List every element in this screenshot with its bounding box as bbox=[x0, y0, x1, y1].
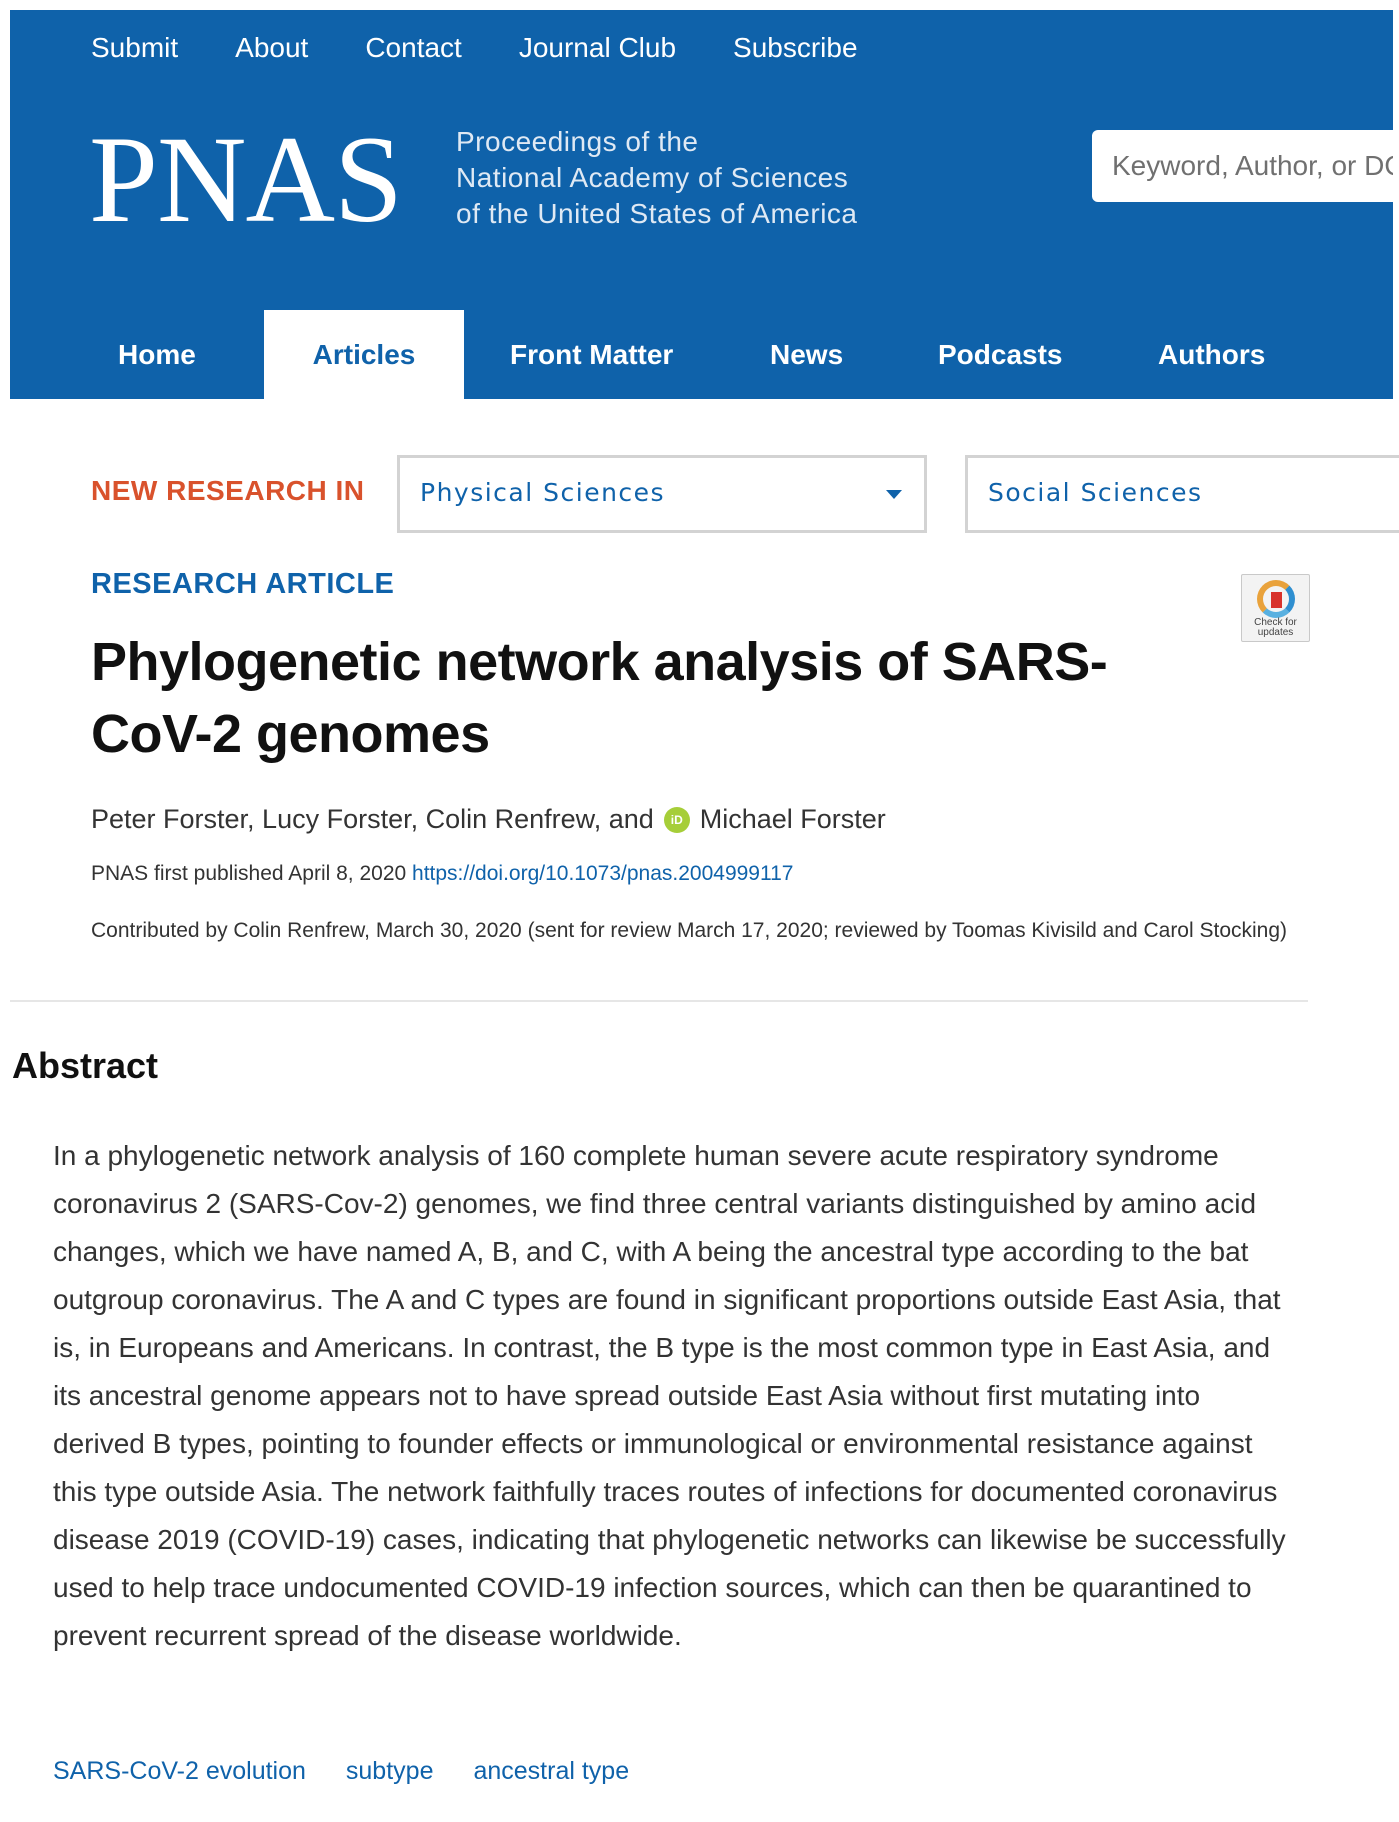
keyword-list bbox=[53, 1757, 629, 1786]
orcid-icon[interactable]: iD bbox=[664, 807, 690, 833]
top-nav-about[interactable]: About bbox=[235, 32, 309, 63]
top-nav-journal-club[interactable]: Journal Club bbox=[518, 32, 677, 63]
new-research-label: NEW RESEARCH IN bbox=[91, 475, 365, 506]
top-nav-submit[interactable]: Submit bbox=[91, 32, 179, 63]
divider bbox=[10, 1000, 1308, 1002]
pnas-logo[interactable]: PNAS bbox=[89, 111, 403, 248]
check-for-updates-text: Check for updates bbox=[1254, 617, 1297, 638]
article-title: Phylogenetic network analysis of SARS-CoV-2 genomes bbox=[91, 632, 1108, 764]
tagline-line-2: National Academy of Sciences bbox=[456, 162, 849, 193]
tab-podcasts[interactable]: Podcasts bbox=[938, 339, 1063, 370]
author-list bbox=[91, 804, 886, 835]
physical-sciences-select[interactable] bbox=[397, 455, 927, 533]
top-nav-contact[interactable]: Contact bbox=[365, 32, 462, 63]
keyword-link[interactable]: SARS-CoV-2 evolution bbox=[53, 1757, 306, 1785]
publication-info bbox=[91, 862, 793, 886]
abstract-heading: Abstract bbox=[12, 1045, 159, 1086]
social-sciences-select[interactable] bbox=[965, 455, 1399, 533]
tab-news[interactable]: News bbox=[770, 339, 844, 370]
tab-home[interactable]: Home bbox=[118, 339, 196, 370]
authors-text: Peter Forster, Lucy Forster, Colin Renfrew, and bbox=[91, 804, 654, 834]
keyword-link[interactable]: ancestral type bbox=[473, 1757, 630, 1785]
journal-tagline bbox=[456, 124, 857, 232]
tagline-line-1: Proceedings of the bbox=[456, 126, 699, 157]
tab-authors[interactable]: Authors bbox=[1158, 339, 1266, 370]
abstract-text: In a phylogenetic network analysis of 160 complete human severe acute respiratory syndrome coronavirus 2 (SARS-Cov-2) genomes, we find three central variants distinguished by amino acid changes, which we have named A, B, and C, with A being the ancestral type according to the bat outgroup coronavirus. The A and C types are found in significant proportions outside East Asia, that is, in Europeans and Americans. In contrast, the B type is the most common type in East Asia, and its ancestral genome appears not to have spread outside East Asia without first mutating into derived B types, pointing to founder effects or immunological or environmental resistance against this type outside Asia. The network faithfully traces routes of infections for documented coronavirus disease 2019 (COVID-19) cases, indicating that phylogenetic networks can likewise be successfully used to help trace undocumented COVID-19 infection sources, which can then be quarantined to prevent recurrent spread of the disease worldwide. bbox=[53, 1140, 1286, 1651]
search-input[interactable] bbox=[1092, 130, 1393, 202]
doi-link[interactable]: https://doi.org/10.1073/pnas.2004999117 bbox=[412, 862, 794, 885]
tagline-line-3: of the United States of America bbox=[456, 198, 858, 229]
social-sciences-value: Social Sciences bbox=[988, 478, 1203, 507]
new-research-row bbox=[0, 455, 1399, 535]
contribution-note: Contributed by Colin Renfrew, March 30, 2020 (sent for review March 17, 2020; reviewed by Toomas Kivisild and Carol Stocking) bbox=[91, 919, 1288, 942]
search-box bbox=[1092, 130, 1393, 202]
keyword-link[interactable]: subtype bbox=[345, 1757, 434, 1785]
physical-sciences-value: Physical Sciences bbox=[420, 478, 666, 507]
tab-front-matter[interactable]: Front Matter bbox=[510, 339, 674, 370]
top-nav-subscribe[interactable]: Subscribe bbox=[733, 32, 858, 63]
article-type: RESEARCH ARTICLE bbox=[91, 568, 395, 600]
tab-articles[interactable]: Articles bbox=[264, 310, 464, 399]
published-date: PNAS first published April 8, 2020 bbox=[91, 862, 407, 885]
main-nav bbox=[10, 310, 1393, 399]
check-for-updates-badge[interactable] bbox=[1241, 574, 1310, 642]
top-nav bbox=[91, 32, 858, 64]
bookmark-icon bbox=[1271, 592, 1282, 608]
chevron-down-icon bbox=[886, 490, 902, 499]
author-michael-forster[interactable]: Michael Forster bbox=[699, 804, 886, 834]
site-header bbox=[10, 10, 1393, 399]
